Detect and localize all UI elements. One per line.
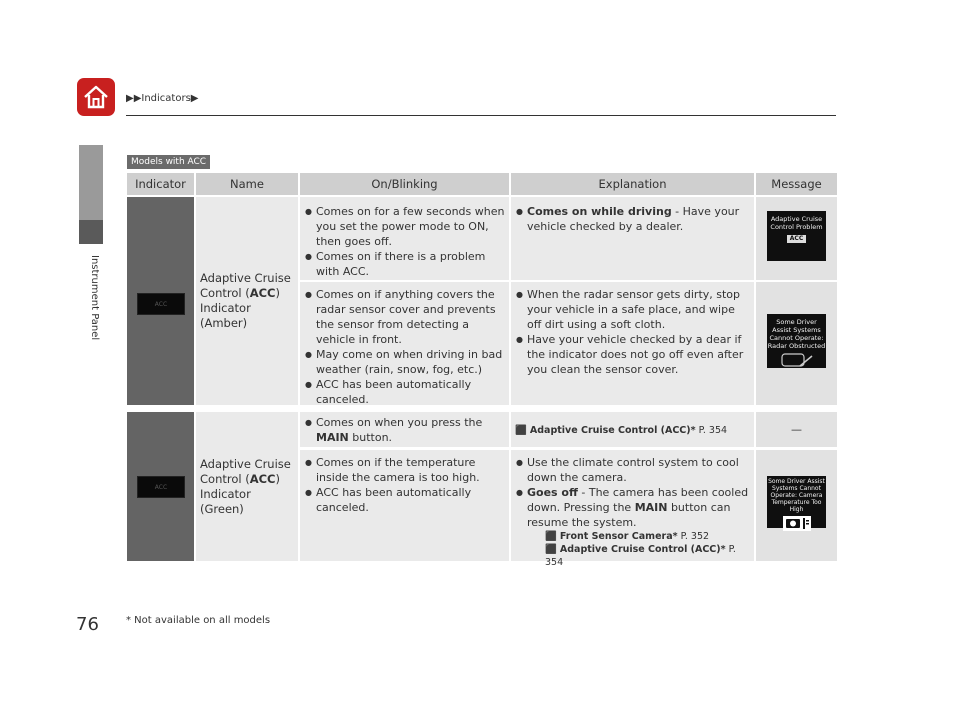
name-cell-green: Adaptive Cruise Control (ACC) Indicator (Green) (196, 412, 298, 561)
message-cell (756, 450, 837, 561)
list-item: ● Comes on while driving - Have your vehicle checked by a dealer. (515, 204, 750, 234)
list-item: ● May come on when driving in bad weather (rain, snow, fog, etc.) (304, 347, 505, 377)
footnote: * Not available on all models (126, 615, 271, 626)
no-message-dash: — (791, 423, 802, 436)
list-item: ● Comes on when you press the MAIN button. (304, 415, 505, 445)
list-item: ● When the radar sensor gets dirty, stop your vehicle in a safe place, and wipe off dirt using a soft cloth. (515, 287, 750, 332)
home-button[interactable] (77, 78, 115, 116)
side-label: Instrument Panel (89, 255, 100, 341)
xref-link[interactable]: ⬛ Front Sensor Camera* P. 352 (545, 531, 710, 542)
explanation-cell (511, 412, 754, 447)
message-cell (756, 197, 837, 280)
breadcrumb[interactable]: ▶▶Indicators▶ (126, 93, 199, 104)
xref-link[interactable]: ⬛ Adaptive Cruise Control (ACC)* P. 354 (545, 544, 736, 568)
header-rule (126, 115, 836, 116)
page-number: 76 (76, 614, 99, 635)
name-line1: Adaptive Cruise (200, 271, 291, 285)
camera-temperature-icon (782, 515, 812, 532)
col-header-on-blinking: On/Blinking (300, 173, 509, 195)
on-blinking-cell (300, 282, 509, 405)
models-tag: Models with ACC (127, 155, 210, 169)
radar-sensor-icon (780, 352, 814, 368)
on-blinking-cell (300, 197, 509, 280)
list-item: ● Have your vehicle checked by a dear if the indicator does not go off even after you clean the sensor cover. (515, 332, 750, 377)
camera-temperature-message-screen: Some Driver Assist Systems Cannot Operate: Camera Temperature Too High (767, 476, 826, 528)
message-cell (756, 282, 837, 405)
list-item: ● Comes on if there is a problem with ACC. (304, 249, 505, 279)
radar-obstructed-message-screen: Some Driver Assist Systems Cannot Operate: Radar Obstructed (767, 314, 826, 368)
list-item: ● ACC has been automatically canceled. (304, 377, 505, 407)
list-item: ● ACC has been automatically canceled. (304, 485, 505, 515)
list-item: ● Use the climate control system to cool down the camera. (515, 455, 750, 485)
explanation-cell (511, 197, 754, 280)
col-header-explanation: Explanation (511, 173, 754, 195)
col-header-message: Message (756, 173, 837, 195)
xref-link[interactable]: ⬛ Adaptive Cruise Control (ACC)* P. 354 (515, 425, 728, 436)
list-item: ● Comes on for a few seconds when you set the power mode to ON, then goes off. (304, 204, 505, 249)
list-item: ● Comes on if the temperature inside the camera is too high. (304, 455, 505, 485)
acc-problem-message-screen: Adaptive Cruise Control Problem ACC (767, 211, 826, 261)
indicator-cell-green (127, 412, 194, 561)
explanation-cell (511, 450, 754, 568)
on-blinking-cell (300, 450, 509, 561)
side-tab-marker (79, 220, 103, 244)
explanation-cell (511, 282, 754, 405)
acc-badge: ACC (787, 235, 806, 243)
indicator-cell-amber (127, 197, 194, 405)
message-cell (756, 412, 837, 447)
home-icon (82, 84, 110, 110)
acc-green-indicator-icon: ACC (137, 476, 185, 498)
name-cell-amber: Adaptive Cruise Control (ACC) Indicator (Amber) (196, 197, 298, 405)
col-header-indicator: Indicator (127, 173, 194, 195)
on-blinking-cell (300, 412, 509, 447)
col-header-name: Name (196, 173, 298, 195)
acc-amber-indicator-icon: ACC (137, 293, 185, 315)
list-item: ● Comes on if anything covers the radar sensor cover and prevents the sensor from detecting a vehicle in front. (304, 287, 505, 347)
list-item: ● Goes off - The camera has been cooled down. Pressing the MAIN button can resume the system. (515, 485, 750, 530)
